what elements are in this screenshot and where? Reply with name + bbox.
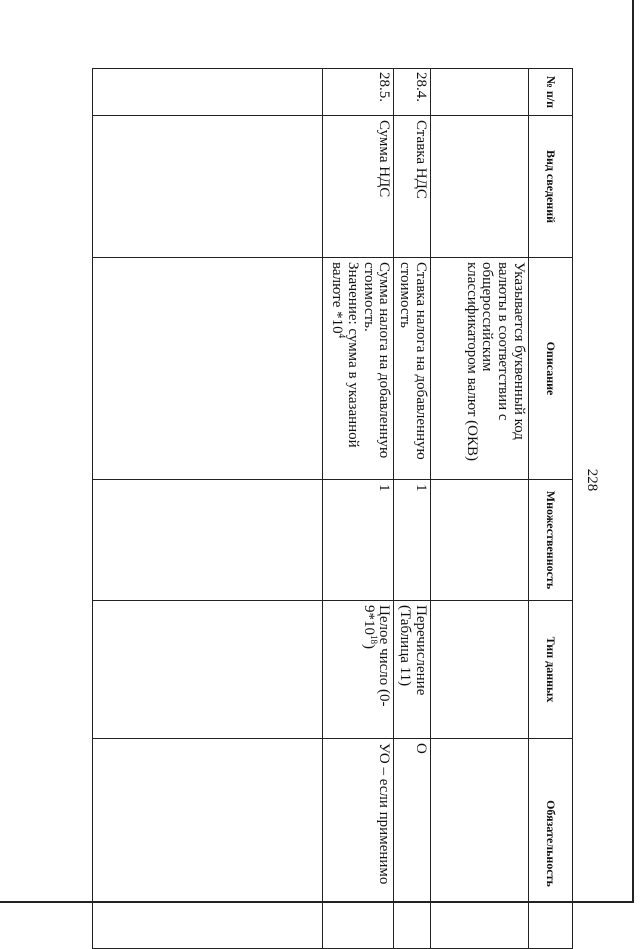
row-required: О: [394, 739, 431, 949]
header-num: № п/п: [529, 69, 573, 116]
table-row: [323, 69, 394, 949]
header-multiplicity: Множественность: [529, 480, 573, 601]
header-required: Обязательность: [529, 739, 573, 949]
row-num: 28.5.: [323, 69, 394, 116]
description-exponent: 4: [337, 333, 348, 339]
page-number: 228: [584, 468, 600, 492]
row-required: УО – если применимо: [323, 739, 394, 949]
row-multiplicity: 1: [394, 480, 431, 601]
table-header-row: [529, 69, 573, 949]
rotated-table-container: [95, 68, 573, 948]
row-kind: Ставка НДС: [394, 116, 431, 258]
row-num: 28.4.: [394, 69, 431, 116]
table-row: [394, 69, 431, 949]
description-line: Сумма налога на добавленную стоимость.: [360, 262, 393, 459]
continuation-line: классификатором валют (ОКВ): [463, 262, 480, 461]
row-multiplicity: 1: [323, 480, 394, 601]
continuation-line: Указывается буквенный код: [511, 262, 527, 440]
continuation-description: [431, 258, 529, 480]
table-row-empty: [93, 69, 323, 949]
data-type-prefix: Целое число (0-9*10: [360, 605, 393, 707]
header-data-type: Тип данных: [529, 601, 573, 739]
data-type-suffix: ): [360, 644, 377, 649]
data-table: [93, 68, 574, 949]
row-data-type: [323, 601, 394, 739]
row-kind: Сумма НДС: [323, 116, 394, 258]
description-line: Значение: сумма в указанной валюте *10: [329, 262, 361, 448]
continuation-line: общероссийским: [479, 262, 496, 372]
row-description: [323, 258, 394, 480]
header-kind: Вид сведений: [529, 116, 573, 258]
table-row-continuation: [431, 69, 529, 949]
row-description: Ставка налога на добавленную стоимость: [394, 258, 431, 480]
header-description: Описание: [529, 258, 573, 480]
continuation-line: валюты в соответствии с: [495, 262, 512, 421]
row-data-type: Перечисление (Таблица 11): [394, 601, 431, 739]
data-type-exponent: 18: [368, 635, 379, 644]
